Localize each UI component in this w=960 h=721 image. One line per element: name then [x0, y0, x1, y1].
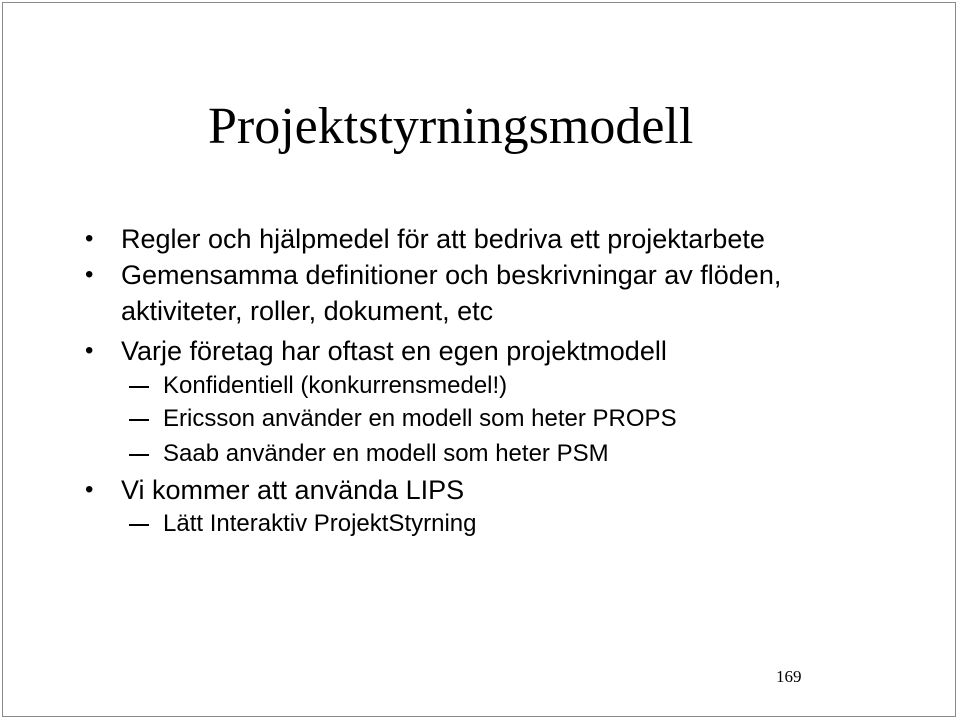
bullet-icon: •	[85, 476, 94, 503]
bullet-item-text: Regler och hjälpmedel för att bedriva ett projektarbete	[121, 224, 765, 254]
page-number: 169	[776, 667, 802, 686]
bullet-icon: •	[85, 337, 94, 364]
slide-title: Projektstyrningsmodell	[208, 98, 694, 155]
sub-item-text: Ericsson använder en modell som heter PROPS	[163, 405, 677, 432]
dash-icon	[129, 524, 149, 526]
sub-item-text: Konfidentiell (konkurrensmedel!)	[163, 372, 508, 399]
bullet-item-text-continued: aktiviteter, roller, dokument, etc	[121, 296, 494, 326]
slide	[2, 2, 956, 717]
bullet-item-text: Vi kommer att använda LIPS	[121, 475, 465, 505]
dash-icon	[129, 386, 149, 388]
sub-item-text: Saab använder en modell som heter PSM	[163, 440, 609, 467]
bullet-item-text: Varje företag har oftast en egen projektmodell	[121, 336, 667, 366]
bullet-item-text: Gemensamma definitioner och beskrivningar av flöden,	[121, 260, 782, 290]
bullet-icon: •	[85, 225, 94, 252]
sub-item-text: Lätt Interaktiv ProjektStyrning	[163, 510, 477, 537]
bullet-icon: •	[85, 261, 94, 288]
dash-icon	[129, 419, 149, 421]
dash-icon	[129, 454, 149, 456]
